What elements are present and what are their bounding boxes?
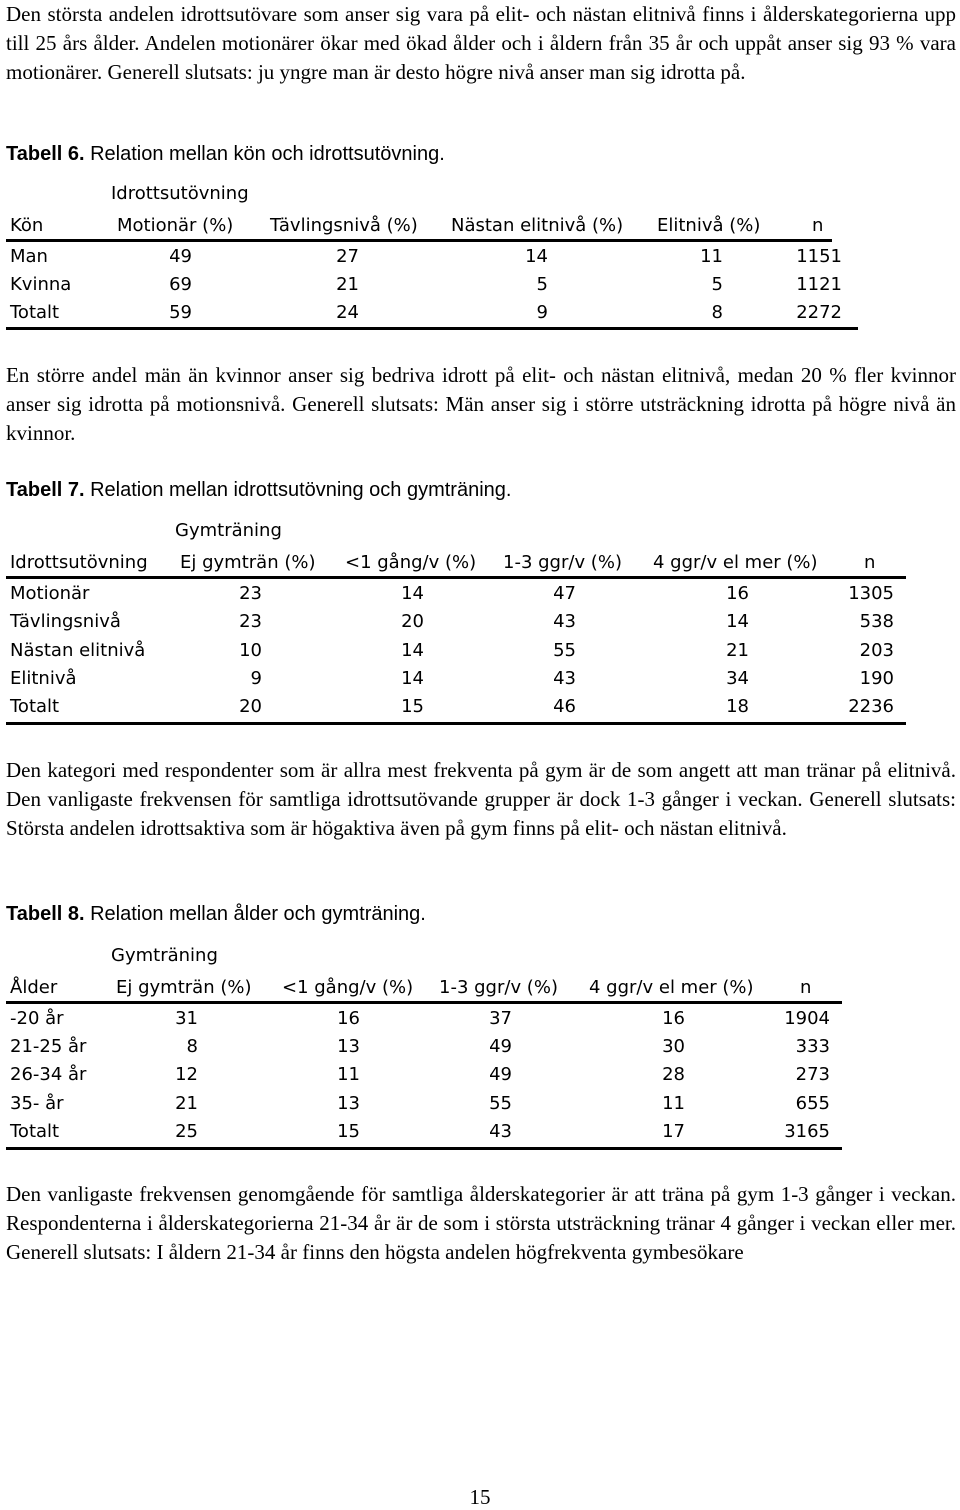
table7-cell: Motionär	[10, 583, 90, 604]
table7	[6, 517, 906, 727]
table8-cell: 21-25 år	[10, 1036, 87, 1057]
table8-cell: 13	[337, 1036, 360, 1057]
table7-cell: 20	[239, 696, 262, 717]
table7-cell: 46	[553, 696, 576, 717]
table8-cell: 333	[795, 1036, 830, 1057]
table7-cell: 190	[859, 668, 894, 689]
table7-cell: 14	[401, 583, 424, 604]
table8-header-under-1: <1 gång/v (%)	[282, 977, 414, 998]
table6-header-elitniva: Elitnivå (%)	[657, 215, 761, 236]
table8-cell: 16	[662, 1008, 685, 1029]
table8-bottom-rule	[6, 1147, 842, 1150]
table6-cell: 69	[169, 274, 192, 295]
table7-cell: 14	[401, 668, 424, 689]
table6-cell: 1121	[796, 274, 842, 295]
table6-cell: 5	[536, 274, 548, 295]
table8-header-ej-gymtran: Ej gymträn (%)	[116, 977, 252, 998]
table8-cell: 11	[662, 1093, 685, 1114]
table6-title: Relation mellan kön och idrottsutövning.	[90, 143, 445, 165]
table7-cell: 34	[726, 668, 749, 689]
paragraph-gym-frequency: Den kategori med respondenter som är allra mest frekventa på gym är de som angett att man tränar på elitnivå. Den vanligaste frekvensen för samtliga idrottsutövande grupper är dock 1-3 gånger i veckan. Generell slutsats: Största andelen idrottsaktiva som är högaktiva även på gym finns på elit- och nästan elitnivå.	[6, 758, 956, 840]
table6	[6, 180, 842, 330]
table7-cell: 2236	[848, 696, 894, 717]
table8-cell: 1904	[784, 1008, 830, 1029]
table6-header-rule	[6, 239, 832, 242]
table8-cell: -20 år	[10, 1008, 64, 1029]
table7-cell: 55	[553, 640, 576, 661]
table6-header-motionar: Motionär (%)	[117, 215, 234, 236]
table8-cell: 30	[662, 1036, 685, 1057]
table8-cell: 35- år	[10, 1093, 64, 1114]
table8-cell: 655	[795, 1093, 830, 1114]
table6-label: Tabell 6.	[6, 143, 85, 165]
table7-caption	[6, 477, 511, 503]
table7-cell: 203	[859, 640, 894, 661]
table6-cell: Kvinna	[10, 274, 72, 295]
table7-cell: 14	[726, 611, 749, 632]
table7-cell: Nästan elitnivå	[10, 640, 146, 661]
table7-cell: 18	[726, 696, 749, 717]
table8-header-alder: Ålder	[10, 977, 58, 998]
table7-cell: 43	[553, 668, 576, 689]
table8-cell: 15	[337, 1121, 360, 1142]
table6-header-tavlingsniva: Tävlingsnivå (%)	[270, 215, 418, 236]
table8-cell: 43	[489, 1121, 512, 1142]
table7-group-header: Gymträning	[175, 520, 282, 541]
table8-cell: Totalt	[10, 1121, 60, 1142]
table8-cell: 31	[175, 1008, 198, 1029]
table7-header-under-1: <1 gång/v (%)	[345, 552, 477, 573]
table7-cell: Totalt	[10, 696, 60, 717]
table8-cell: 273	[795, 1064, 830, 1085]
table6-cell: 24	[336, 302, 359, 323]
table7-cell: 23	[239, 583, 262, 604]
page-number: 15	[469, 1485, 491, 1509]
table7-cell: 538	[859, 611, 894, 632]
table8-header-4-plus: 4 ggr/v el mer (%)	[589, 977, 754, 998]
table6-cell: 14	[525, 246, 548, 267]
table6-header-kon: Kön	[10, 215, 44, 236]
table7-cell: 20	[401, 611, 424, 632]
table6-cell: 1151	[796, 246, 842, 267]
table8-header-rule	[6, 1001, 842, 1004]
table7-header-rule	[6, 576, 906, 579]
table7-cell: 43	[553, 611, 576, 632]
table8-cell: 16	[337, 1008, 360, 1029]
table6-cell: 5	[711, 274, 723, 295]
table6-header-n: n	[812, 215, 824, 236]
table8-group-header: Gymträning	[111, 945, 218, 966]
table7-cell: 10	[239, 640, 262, 661]
table6-caption	[6, 141, 445, 167]
table7-header-n: n	[864, 552, 876, 573]
table6-cell: 59	[169, 302, 192, 323]
table6-cell: Totalt	[10, 302, 60, 323]
table7-cell: 1305	[848, 583, 894, 604]
table7-cell: Tävlingsnivå	[10, 611, 121, 632]
paragraph-gender-level: En större andel män än kvinnor anser sig bedriva idrott på elit- och nästan elitnivå, medan 20 % fler kvinnor anser sig idrotta på motionsnivå. Generell slutsats: Män anser sig i större utsträckning idrotta på högre nivå än kvinnor.	[6, 363, 956, 445]
table8-cell: 21	[175, 1093, 198, 1114]
table8	[6, 942, 842, 1152]
table6-cell: 9	[536, 302, 548, 323]
table7-cell: 15	[401, 696, 424, 717]
table8-header-n: n	[800, 977, 812, 998]
table8-cell: 3165	[784, 1121, 830, 1142]
table7-cell: 23	[239, 611, 262, 632]
table8-label: Tabell 8.	[6, 903, 85, 925]
table6-cell: 27	[336, 246, 359, 267]
table7-header-1-3: 1-3 ggr/v (%)	[503, 552, 622, 573]
table8-header-1-3: 1-3 ggr/v (%)	[439, 977, 558, 998]
table7-label: Tabell 7.	[6, 479, 85, 501]
table6-cell: 2272	[796, 302, 842, 323]
table8-cell: 11	[337, 1064, 360, 1085]
paragraph-age-gym: Den vanligaste frekvensen genomgående för samtliga ålderskategorier är att träna på gym 1-3 gånger i veckan. Respondenterna i ålderskategorierna 21-34 år är de som i största utsträckning tränar 4 gånger i veckan eller mer. Generell slutsats: I åldern 21-34 år finns den högsta andelen högfrekventa gymbesökare	[6, 1182, 956, 1264]
table6-cell: 21	[336, 274, 359, 295]
table8-cell: 8	[186, 1036, 198, 1057]
table8-cell: 49	[489, 1036, 512, 1057]
table8-cell: 12	[175, 1064, 198, 1085]
table7-cell: 14	[401, 640, 424, 661]
table8-cell: 26-34 år	[10, 1064, 87, 1085]
table6-cell: 49	[169, 246, 192, 267]
table7-cell: 16	[726, 583, 749, 604]
paragraph-age-level: Den största andelen idrottsutövare som anser sig vara på elit- och nästan elitnivå finns i ålderskategorierna upp till 25 års ålder. Andelen motionärer ökar med ökad ålder och i åldern från 35 år och uppåt anser sig 93 % vara motionärer. Generell slutsats: ju yngre man är desto högre nivå anser man sig idrotta på.	[6, 2, 956, 84]
table8-caption	[6, 901, 426, 927]
table7-header-idrottsutovning: Idrottsutövning	[10, 552, 148, 573]
table8-cell: 13	[337, 1093, 360, 1114]
table8-cell: 37	[489, 1008, 512, 1029]
table6-group-header: Idrottsutövning	[111, 183, 249, 204]
table6-header-nastan-elitniva: Nästan elitnivå (%)	[451, 215, 624, 236]
table8-cell: 55	[489, 1093, 512, 1114]
table6-cell: 11	[700, 246, 723, 267]
table7-cell: 21	[726, 640, 749, 661]
table7-header-4-plus: 4 ggr/v el mer (%)	[653, 552, 818, 573]
table8-cell: 49	[489, 1064, 512, 1085]
table7-cell: Elitnivå	[10, 668, 77, 689]
table6-cell: Man	[10, 246, 48, 267]
table6-bottom-rule	[6, 327, 858, 330]
table6-cell: 8	[711, 302, 723, 323]
table7-header-ej-gymtran: Ej gymträn (%)	[180, 552, 316, 573]
table8-title: Relation mellan ålder och gymträning.	[90, 903, 426, 925]
table8-cell: 25	[175, 1121, 198, 1142]
table8-cell: 28	[662, 1064, 685, 1085]
table7-cell: 9	[250, 668, 262, 689]
table7-title: Relation mellan idrottsutövning och gymträning.	[90, 479, 512, 501]
table7-cell: 47	[553, 583, 576, 604]
table7-bottom-rule	[6, 722, 906, 725]
table8-cell: 17	[662, 1121, 685, 1142]
